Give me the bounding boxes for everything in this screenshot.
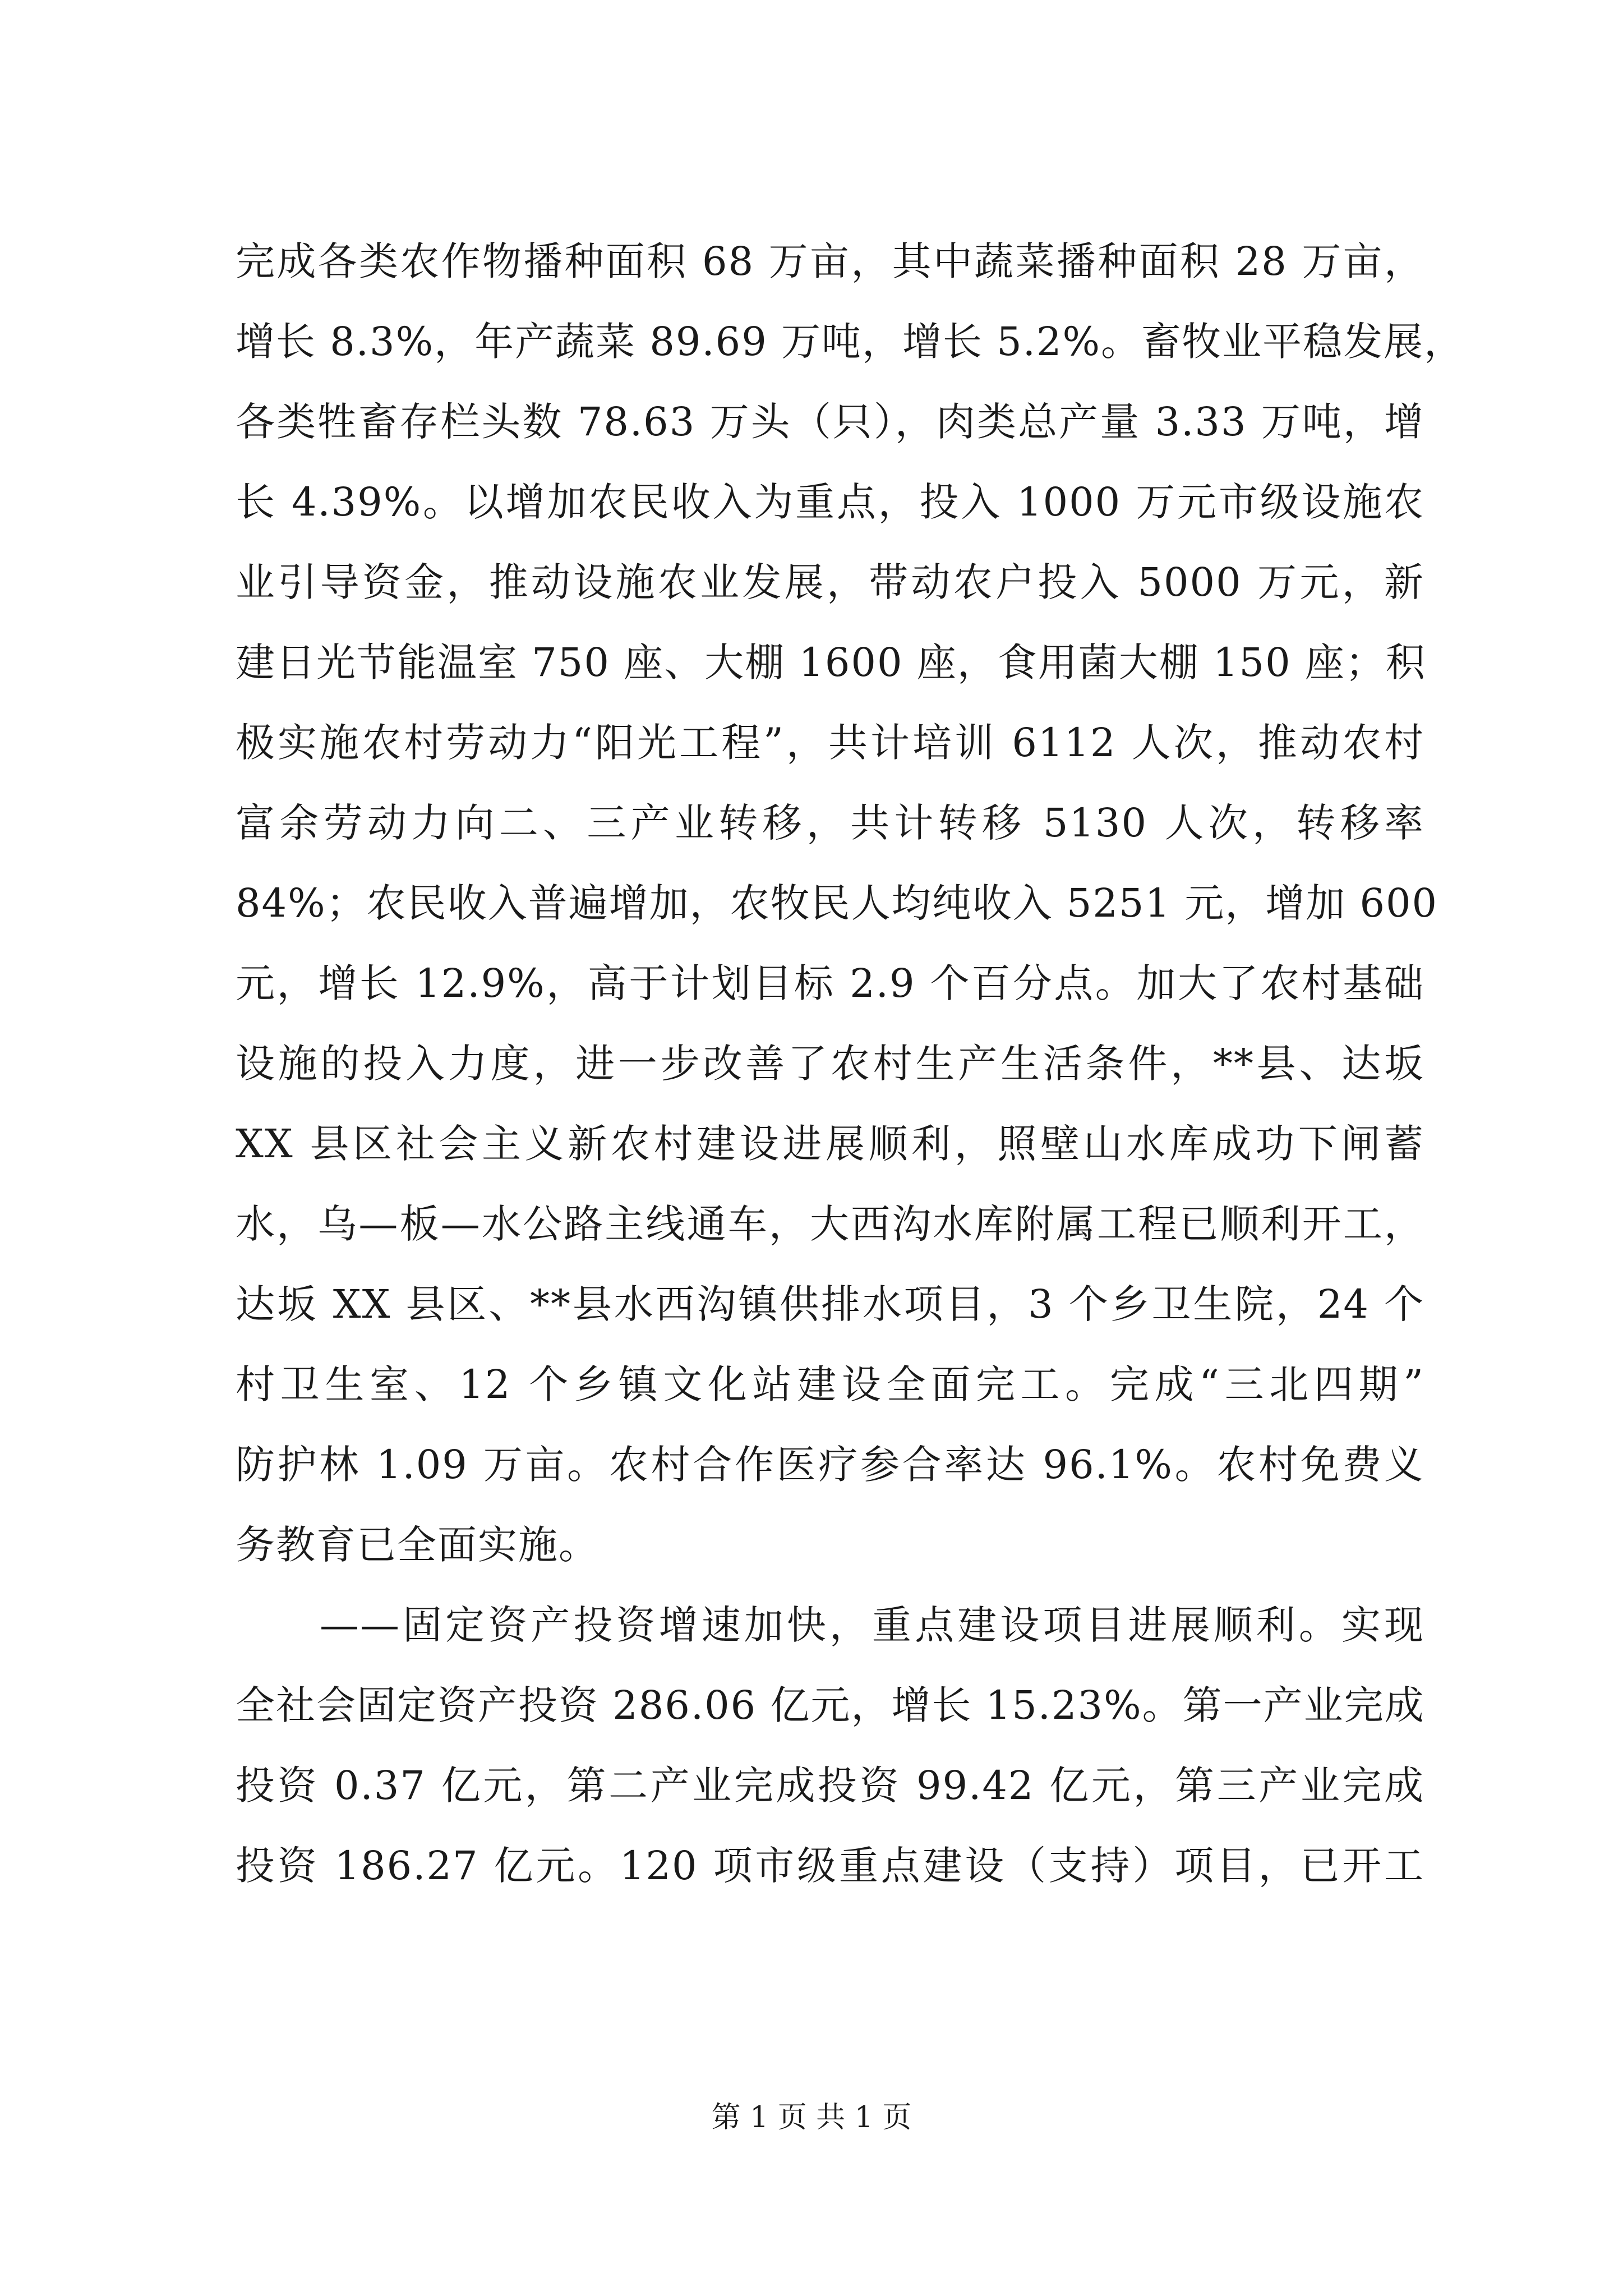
text-line: 务教育已全面实施。 xyxy=(236,1522,599,1568)
paragraph-agriculture xyxy=(236,222,1465,1585)
paragraph-fixed-asset-investment xyxy=(236,1585,1424,1906)
text-line: 投资 186.27 亿元。120 项市级重点建设（支持）项目，已开工 xyxy=(236,1843,1424,1889)
text-line: 增长 8.3%，年产蔬菜 89.69 万吨，增长 5.2%。畜牧业平稳发展， xyxy=(236,319,1465,365)
text-line: 84%；农民收入普遍增加，农牧民人均纯收入 5251 元，增加 600 xyxy=(236,880,1438,926)
text-line: 完成各类农作物播种面积 68 万亩，其中蔬菜播种面积 28 万亩， xyxy=(236,238,1424,284)
text-line: 投资 0.37 亿元，第二产业完成投资 99.42 亿元，第三产业完成 xyxy=(236,1763,1424,1809)
text-line: 业引导资金，推动设施农业发展，带动农户投入 5000 万元，新 xyxy=(236,559,1424,605)
page-number: 第 1 页 共 1 页 xyxy=(711,2101,912,2134)
text-line: 达坂 XX 县区、**县水西沟镇供排水项目，3 个乡卫生院，24 个 xyxy=(236,1281,1424,1327)
text-line: 防护林 1.09 万亩。农村合作医疗参合率达 96.1%。农村免费义 xyxy=(236,1442,1424,1488)
text-line: ——固定资产投资增速加快，重点建设项目进展顺利。实现 xyxy=(320,1602,1424,1648)
text-line: 村卫生室、12 个乡镇文化站建设全面完工。完成“三北四期” xyxy=(236,1361,1424,1407)
text-line: 各类牲畜存栏头数 78.63 万头（只），肉类总产量 3.33 万吨，增 xyxy=(236,399,1424,445)
text-line: 水，乌—板—水公路主线通车，大西沟水库附属工程已顺利开工， xyxy=(236,1201,1424,1247)
text-line: 元，增长 12.9%，高于计划目标 2.9 个百分点。加大了农村基础 xyxy=(236,960,1424,1006)
text-line: 极实施农村劳动力“阳光工程”，共计培训 6112 人次，推动农村 xyxy=(236,720,1424,766)
text-line: 富余劳动力向二、三产业转移，共计转移 5130 人次，转移率 xyxy=(236,800,1424,846)
text-line: 全社会固定资产投资 286.06 亿元，增长 15.23%。第一产业完成 xyxy=(236,1682,1425,1728)
document-body xyxy=(236,222,1465,1906)
text-line: 建日光节能温室 750 座、大棚 1600 座，食用菌大棚 150 座；积 xyxy=(236,639,1426,685)
text-line: XX 县区社会主义新农村建设进展顺利，照壁山水库成功下闸蓄 xyxy=(236,1121,1424,1167)
text-line: 设施的投入力度，进一步改善了农村生产生活条件，**县、达坂 xyxy=(236,1041,1424,1087)
text-line: 长 4.39%。以增加农民收入为重点，投入 1000 万元市级设施农 xyxy=(236,479,1424,525)
page-footer xyxy=(0,2098,1623,2137)
